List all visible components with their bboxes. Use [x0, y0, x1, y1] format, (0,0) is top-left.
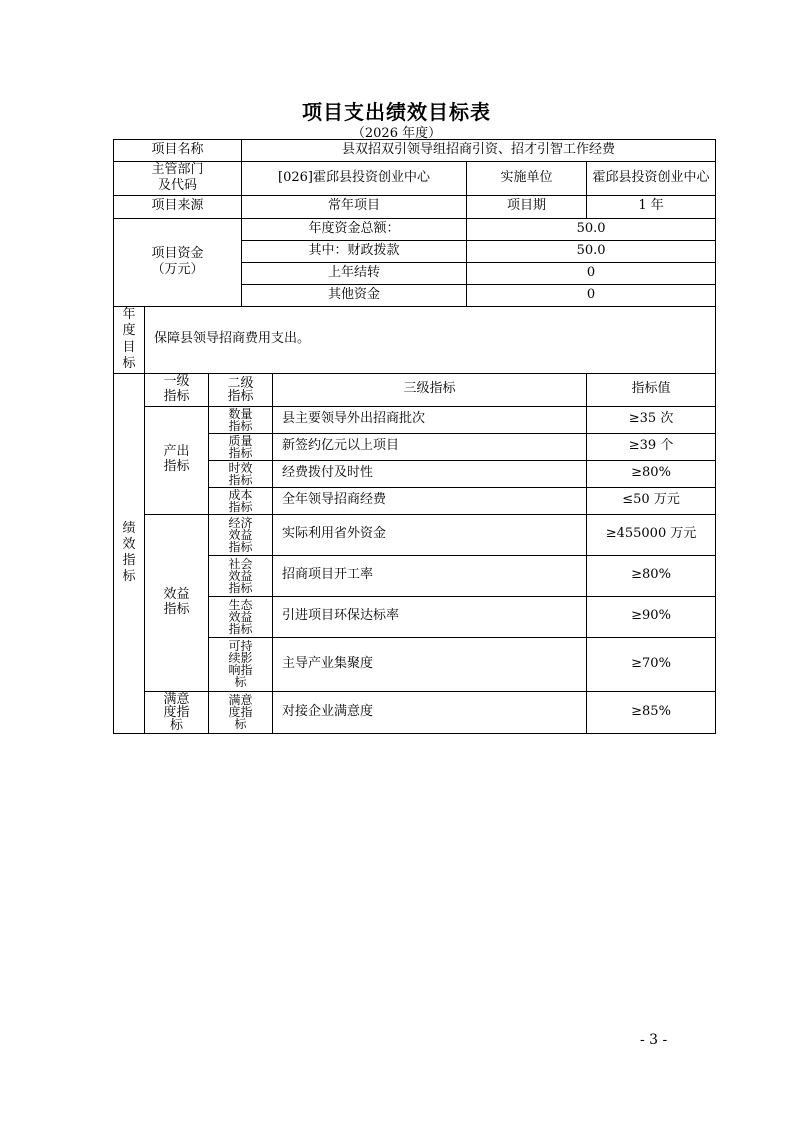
level3-indicator: 对接企业满意度: [273, 691, 587, 733]
department-label: 主管部门 及代码: [114, 162, 242, 196]
row-benefit-economic: [114, 514, 716, 555]
level3-indicator: 县主要领导外出招商批次: [273, 406, 587, 433]
annual-goal-text: 保障县领导招商费用支出。: [145, 306, 716, 373]
indicator-value: ≤50 万元: [587, 487, 716, 514]
level2-indicator: 时效 指标: [209, 460, 273, 487]
level2-indicator: 社会 效益 指标: [209, 555, 273, 596]
row-indicator-headers: [114, 373, 716, 406]
header-level3: 三级指标: [273, 373, 587, 406]
row-satisfaction: [114, 691, 716, 733]
header-level2: 二级 指标: [209, 373, 273, 406]
level3-indicator: 主导产业集聚度: [273, 637, 587, 691]
level2-indicator: 可持 续影 响指 标: [209, 637, 273, 691]
level2-indicator: 数量 指标: [209, 406, 273, 433]
funds-row-value: 0: [467, 284, 716, 306]
project-source-value: 常年项目: [242, 195, 467, 218]
indicator-value: ≥80%: [587, 555, 716, 596]
indicator-value: ≥70%: [587, 637, 716, 691]
project-name-value: 县双招双引领导组招商引资、招才引智工作经费: [242, 140, 716, 162]
implementing-unit-label: 实施单位: [467, 162, 587, 196]
page-title: 项目支出绩效目标表: [302, 100, 491, 124]
funds-row-value: 50.0: [467, 240, 716, 262]
level3-indicator: 招商项目开工率: [273, 555, 587, 596]
indicator-value: ≥35 次: [587, 406, 716, 433]
performance-indicators-label: 绩 效 指 标: [114, 373, 145, 733]
project-period-value: 1 年: [587, 195, 716, 218]
indicator-value: ≥90%: [587, 596, 716, 637]
funds-row-label: 其他资金: [242, 284, 467, 306]
row-source: [114, 195, 716, 218]
funds-row-label: 上年结转: [242, 262, 467, 284]
funds-row-label: 年度资金总额：: [242, 218, 467, 240]
level3-indicator: 全年领导招商经费: [273, 487, 587, 514]
header-level1: 一级 指标: [145, 373, 209, 406]
row-department: [114, 162, 716, 196]
indicator-value: ≥455000 万元: [587, 514, 716, 555]
funds-row-value: 0: [467, 262, 716, 284]
project-name-label: 项目名称: [114, 140, 242, 162]
project-funds-label: 项目资金 （万元）: [114, 218, 242, 306]
funds-row-label: 其中：财政拨款: [242, 240, 467, 262]
funds-row-value: 50.0: [467, 218, 716, 240]
satisfaction-level1: 满意 度指 标: [145, 691, 209, 733]
level2-indicator: 生态 效益 指标: [209, 596, 273, 637]
level3-indicator: 实际利用省外资金: [273, 514, 587, 555]
output-indicator-label: 产出 指标: [145, 406, 209, 514]
page-number: - 3 -: [640, 1032, 668, 1048]
performance-goal-table: [113, 139, 716, 734]
row-funds-total: [114, 218, 716, 240]
level2-indicator: 成本 指标: [209, 487, 273, 514]
project-source-label: 项目来源: [114, 195, 242, 218]
benefit-indicator-label: 效益 指标: [145, 514, 209, 691]
level2-indicator: 质量 指标: [209, 433, 273, 460]
indicator-value: ≥85%: [587, 691, 716, 733]
level3-indicator: 经费拨付及时性: [273, 460, 587, 487]
row-project-name: [114, 140, 716, 162]
department-value: [026]霍邱县投资创业中心: [242, 162, 467, 196]
project-period-label: 项目期: [467, 195, 587, 218]
header-value: 指标值: [587, 373, 716, 406]
year-subtitle: （2026 年度）: [351, 126, 442, 141]
level2-indicator: 满意 度指 标: [209, 691, 273, 733]
indicator-value: ≥80%: [587, 460, 716, 487]
row-output-quantity: [114, 406, 716, 433]
implementing-unit-value: 霍邱县投资创业中心: [587, 162, 716, 196]
indicator-value: ≥39 个: [587, 433, 716, 460]
level3-indicator: 新签约亿元以上项目: [273, 433, 587, 460]
annual-goal-label: 年 度 目 标: [114, 306, 145, 373]
row-annual-goal: [114, 306, 716, 373]
level2-indicator: 经济 效益 指标: [209, 514, 273, 555]
level3-indicator: 引进项目环保达标率: [273, 596, 587, 637]
